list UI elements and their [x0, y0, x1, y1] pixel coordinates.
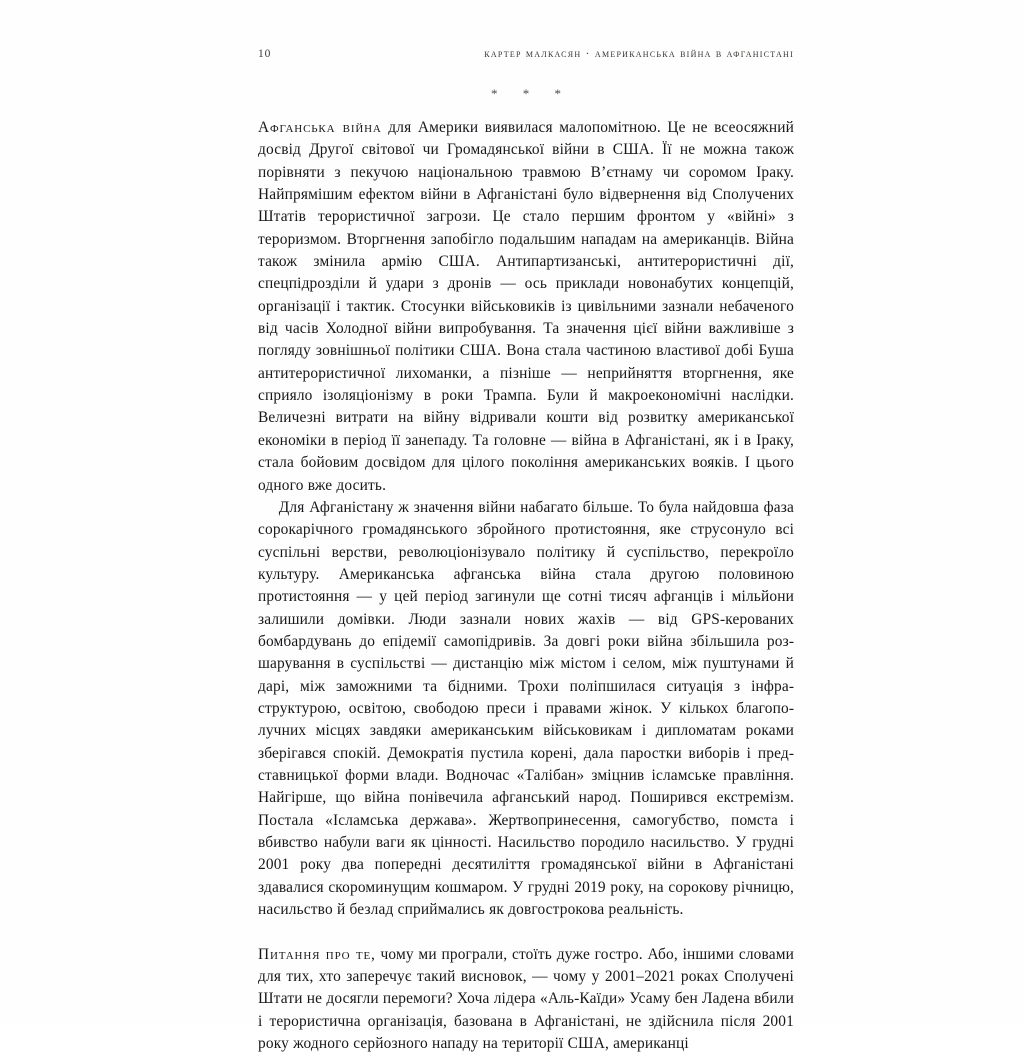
- paragraph-3-text: чому ми програли, стоїть дуже гостро. Або, іншими словами для тих, хто заперечує такий висновок, — чому у 2001–2021 роках Сполучені Штати не досягли перемоги? Хоча лідера «Аль-Каїди» Усаму бен Ладена вбили і терористична організація, базована в Афганістані, не здійснила після 2001 року жодного серйозного нападу на території США, американці: [258, 945, 794, 1053]
- paragraph-3-lead-smallcaps: Питання про те,: [258, 945, 376, 963]
- paragraph-3: [258, 944, 794, 1055]
- page-number: 10: [258, 48, 272, 60]
- paragraph-2: Для Афганістану ж значення війни набагато більше. То була найдовша фаза сорокарічного громадянського збройного протистояння, яке струсонуло всі суспільні верстви, революціонізувало політику й суспільство, перекроїло культуру. Американська афганська війна стала другою половиною протистояння — у цей період загинули ще сотні тисяч афганців і мільйони залишили домівки. Люди зазнали нових жахів — від GPS-керованих бомбардувань до епідемії самопідривів. За довгі роки війна збільшила розшарування в суспільстві — дистанцію між містом і селом, між пуштунами й дарі, між заможними та бідними. Трохи поліпшилася ситуація з інфраструктурою, освітою, свободою преси і правами жінок. У кількох благополучних місцях завдяки американським військовикам і дипломатам роками зберігався спокій. Демократія пустила корені, дала паростки виборів і представницької форми влади. Водночас «Талібан» зміцнив ісламське правління. Найгірше, що війна понівечила афганський народ. Поширився екстремізм. Постала «Ісламська держава». Жертвопринесення, самогубство, помста і вбивство набули ваги як цінності. Насильство породило насильство. У грудні 2001 року два попередні десятиліття громадянської війни в Афганістані здавалися скороминущим кошмаром. У грудні 2019 року, на сорокову річницю, насильство й безлад сприймались як довгострокова реальність.: [258, 498, 794, 919]
- paragraph-1: [258, 117, 794, 497]
- running-head: [258, 46, 794, 66]
- running-head-title: картер малкасян · американська війна в афганістані: [484, 46, 794, 60]
- body-text-block: [258, 117, 794, 1055]
- paragraph-1-text: для Америки виявилася малопомітною. Це не всеосяжний досвід Другої світової чи Громадянської війни в США. Її не можна також порівняти з пекучою національною травмою В’єтнаму чи соромом Іраку. Найпрямішим ефектом війни в Афганістані було відвернення від Сполучених Штатів терористичної загрози. Це стало першим фронтом у «війні» з тероризмом. Вторгнення запобігло подальшим нападам на американців. Війна також змінила армію США. Антипартизанські, антитерористичні дії, спецпідрозділи й удари з дронів — ось приклади новонабутих концепцій, організації і тактик. Стосунки військовиків із цивільними зазнали небаченого від часів Холодної війни випробування. Та значення цієї війни важливіше з погляду зовнішньої політики США. Вона стала частиною властивої добі Буша антитерористичної лихоманки, а пізніше — неприйняття вторгнення, яке сприяло ізоляціонізму в роки Трампа. Були й макроекономічні наслідки. Величезні витрати на війну відривали кошти від розвитку американської економіки в період її занепаду. Та головне — війна в Афганістані, як і в Іраку, стала бойовим досвідом для цілого покоління американських вояків. І цього одного вже досить.: [258, 119, 795, 494]
- section-break-asterism: * * *: [491, 86, 572, 101]
- paragraph-1-lead-smallcaps: Афганська війна: [258, 119, 382, 136]
